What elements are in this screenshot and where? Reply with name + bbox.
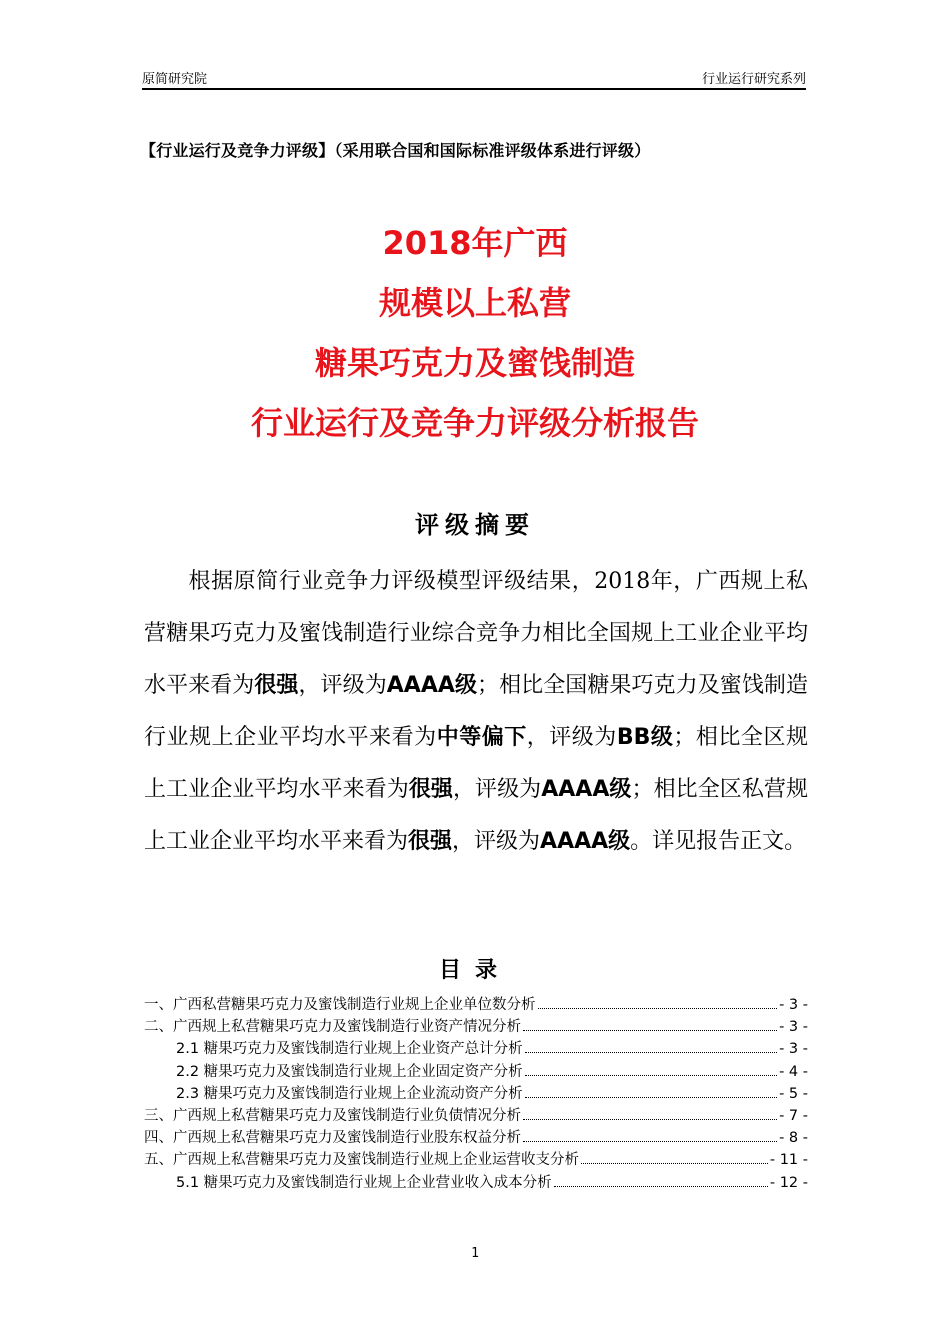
rating-strength: 中等偏下	[436, 725, 527, 750]
abstract-text: ，评级为	[298, 673, 387, 698]
toc-entry-label: 5.1 糖果巧克力及蜜饯制造行业规上企业营业收入成本分析	[176, 1174, 552, 1191]
toc-leader-dots	[581, 1149, 768, 1164]
rating-tagline: 【行业运行及竞争力评级】（采用联合国和国际标准评级体系进行评级）	[140, 141, 651, 160]
toc-entry-page: - 4 -	[779, 1063, 808, 1080]
abstract-text: ；相比全区规上工业企业平均水平来看为	[144, 725, 808, 802]
toc-entry-page: - 11 -	[769, 1152, 808, 1169]
title-line: 规模以上私营	[378, 284, 571, 322]
toc-entry-page: - 3 -	[779, 1019, 808, 1036]
toc-entry[interactable]	[144, 1127, 808, 1149]
toc-entry-label: 三、广西规上私营糖果巧克力及蜜饯制造行业负债情况分析	[144, 1107, 521, 1124]
toc-entry[interactable]	[144, 1061, 808, 1083]
header-org-name: 原简研究院	[142, 72, 208, 87]
title-line: 行业运行及竞争力评级分析报告	[250, 404, 699, 442]
toc-entry[interactable]	[144, 1038, 808, 1060]
report-title	[0, 218, 950, 458]
table-of-contents	[144, 994, 808, 1194]
abstract-text: 根据原简行业竞争力评级模型评级结果，2018年，广西规上私营糖果巧克力及蜜饯制造行业综合竞争力相比全国规上工业企业平均水平来看为	[144, 569, 808, 698]
rating-grade: AAAA级	[386, 673, 478, 698]
toc-leader-dots	[525, 1038, 777, 1053]
page-header	[142, 66, 806, 90]
title-line: 2018年广西	[382, 224, 568, 262]
toc-entry[interactable]	[144, 1149, 808, 1171]
toc-entry-label: 五、广西规上私营糖果巧克力及蜜饯制造行业规上企业运营收支分析	[144, 1152, 579, 1169]
abstract-text: ，评级为	[452, 829, 541, 854]
abstract-body	[144, 556, 808, 868]
toc-entry-label: 二、广西规上私营糖果巧克力及蜜饯制造行业资产情况分析	[144, 1019, 521, 1036]
rating-grade: BB级	[616, 725, 674, 750]
rating-grade: AAAA级	[540, 829, 631, 854]
rating-strength: 很强	[254, 673, 299, 698]
toc-leader-dots	[523, 1016, 777, 1031]
toc-leader-dots	[523, 1127, 777, 1142]
toc-leader-dots	[525, 1061, 777, 1076]
toc-entry[interactable]	[144, 994, 808, 1016]
toc-leader-dots	[523, 1105, 777, 1120]
toc-entry-page: - 3 -	[779, 997, 808, 1013]
toc-leader-dots	[554, 1172, 768, 1187]
toc-entry-label: 2.2 糖果巧克力及蜜饯制造行业规上企业固定资产分析	[176, 1063, 523, 1080]
abstract-text: ，评级为	[452, 777, 542, 802]
abstract-text: 。详见报告正文。	[630, 829, 807, 854]
abstract-text: ，评级为	[526, 725, 617, 750]
rating-strength: 很强	[408, 777, 453, 802]
toc-entry[interactable]	[144, 1016, 808, 1038]
toc-entry-page: - 12 -	[769, 1174, 808, 1191]
toc-entry-page: - 8 -	[779, 1130, 808, 1147]
toc-heading: 目录	[438, 958, 511, 983]
rating-grade: AAAA级	[541, 777, 632, 802]
toc-entry[interactable]	[144, 1105, 808, 1127]
abstract-text: ；相比全区私营规上工业企业平均水平来看为	[144, 777, 808, 854]
toc-entry-label: 2.1 糖果巧克力及蜜饯制造行业规上企业资产总计分析	[176, 1041, 523, 1058]
toc-leader-dots	[538, 994, 778, 1009]
rating-strength: 很强	[408, 829, 453, 854]
toc-entry-page: - 3 -	[779, 1041, 808, 1058]
toc-entry[interactable]	[144, 1083, 808, 1105]
title-line: 糖果巧克力及蜜饯制造	[314, 344, 635, 382]
abstract-heading: 评级摘要	[415, 511, 535, 539]
toc-entry-label: 一、广西私营糖果巧克力及蜜饯制造行业规上企业单位数分析	[144, 997, 536, 1013]
page-number: 1	[471, 1246, 479, 1261]
toc-entry[interactable]	[144, 1172, 808, 1194]
toc-leader-dots	[525, 1083, 777, 1098]
toc-entry-label: 2.3 糖果巧克力及蜜饯制造行业规上企业流动资产分析	[176, 1085, 523, 1102]
abstract-text: ；相比全国糖果巧克力及蜜饯制造行业规上企业平均水平来看为	[144, 673, 808, 750]
header-series-name: 行业运行研究系列	[701, 72, 806, 87]
toc-entry-label: 四、广西规上私营糖果巧克力及蜜饯制造行业股东权益分析	[144, 1130, 521, 1147]
toc-entry-page: - 5 -	[779, 1085, 808, 1102]
toc-entry-page: - 7 -	[779, 1107, 808, 1124]
